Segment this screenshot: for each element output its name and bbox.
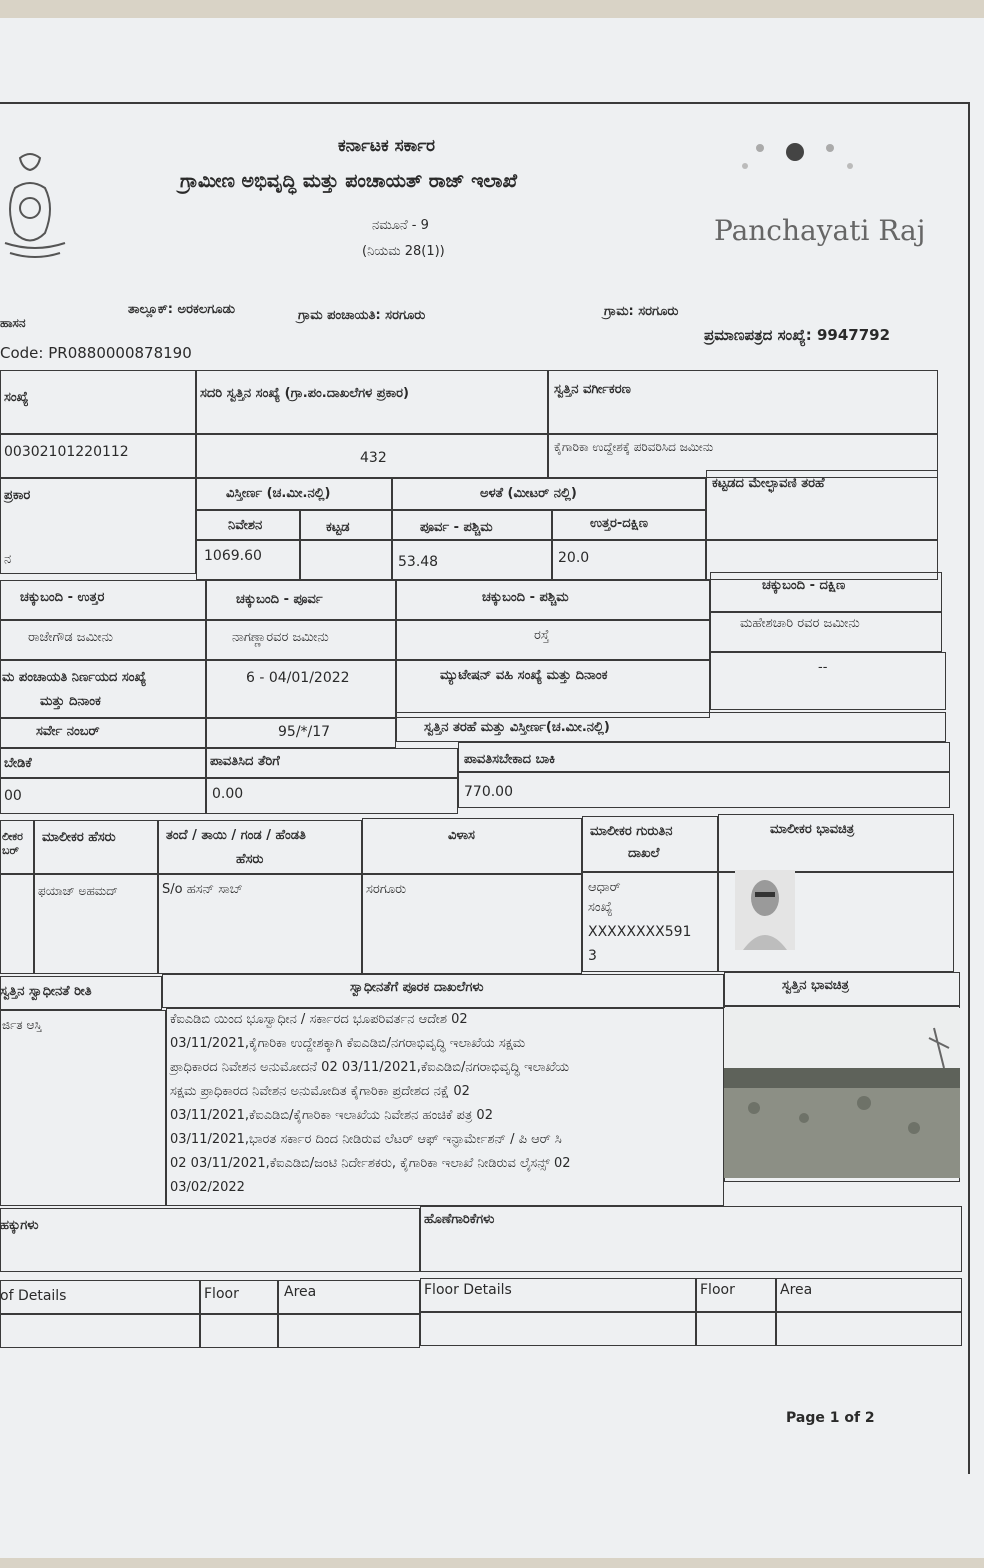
north-header: ಚಕ್ಕುಬಂದಿ - ಉತ್ತರ	[20, 590, 105, 605]
floor-details-label-2: Floor Details	[424, 1282, 512, 1298]
owner-address: ಸರಗೂರು	[366, 882, 407, 897]
logo-text: Panchayati Raj	[714, 214, 926, 247]
east-header: ಚಕ್ಕುಬಂದಿ - ಪೂರ್ವ	[236, 592, 323, 607]
cell-floor-1-value	[200, 1314, 278, 1348]
ew-header: ಪೂರ್ವ - ಪಶ್ಚಿಮ	[420, 520, 493, 535]
property-no-header: ಸದರಿ ಸ್ವತ್ತಿನ ಸಂಖ್ಯೆ (ಗ್ರಾ.ಪಂ.ದಾಖಲೆಗಳ ಪ್ರಕಾರ)	[200, 386, 409, 401]
demand-header: ಬೇಡಿಕೆ	[4, 756, 32, 771]
cell-decision-value	[206, 660, 396, 718]
roof-header: ಕಟ್ಟಡದ ಮೇಲ್ಛಾವಣಿ ತರಹೆ	[712, 476, 825, 491]
cell-building-value	[300, 540, 392, 580]
floor-label-2: Floor	[700, 1282, 735, 1298]
building-header: ಕಟ್ಟಡ	[326, 520, 350, 535]
decision-value: 6 - 04/01/2022	[246, 670, 350, 686]
docs-line-2: 03/11/2021,ಕೈಗಾರಿಕಾ ಉದ್ದೇಶಕ್ಕಾಗಿ ಕೆಐಎಡಿಬಿ/ನಗರಾಭಿವೃದ್ಧಿ ಇಲಾಖೆಯ ಸಕ್ಷಮ	[170, 1036, 526, 1051]
docs-line-3: ಪ್ರಾಧಿಕಾರದ ನಿವೇಶನ ಅನುಮೋದನೆ 02 03/11/2021,ಕೆಐಎಡಿಬಿ/ನಗರಾಭಿವೃದ್ಧಿ ಇಲಾಖೆಯ	[170, 1060, 570, 1075]
site-area-value: 1069.60	[204, 548, 262, 564]
document-sheet	[0, 18, 984, 1558]
id-number: XXXXXXXX591	[588, 924, 692, 940]
property-code: Code: PR0880000878190	[0, 344, 192, 362]
east-value: ನಾಗಣ್ಣಾರವರ ಜಮೀನು	[232, 630, 329, 645]
owner-name-header: ಮಾಲೀಕರ ಹೆಸರು	[42, 830, 116, 845]
cell-owner-name-header	[34, 820, 158, 874]
gp-label: ಗ್ರಾಮ ಪಂಚಾಯತಿ: ಸರಗೂರು	[298, 308, 426, 323]
site-header: ನಿವೇಶನ	[228, 518, 263, 533]
form-number: ನಮೂನೆ - 9	[372, 218, 429, 233]
paid-value: 0.00	[212, 786, 244, 802]
cell-area-2-value	[776, 1312, 962, 1346]
cell-decision-label	[0, 660, 206, 718]
paid-header: ಪಾವತಿಸಿದ ತೆರಿಗೆ	[210, 754, 280, 769]
type-header: ಪ್ರಕಾರ	[4, 488, 31, 503]
owner-photo-icon	[735, 870, 795, 950]
south-header: ಚಕ್ಕುಬಂದಿ - ದಕ್ಷಿಣ	[762, 578, 846, 593]
mode-value: ರ್ಜಿತ ಆಸ್ತಿ	[2, 1018, 42, 1032]
cell-property-no-header	[196, 370, 548, 434]
docs-line-7: 02 03/11/2021,ಕೆಐಎಡಿಬಿ/ಜಂಟಿ ನಿರ್ದೇಶಕರು, ಕೈಗಾರಿಕಾ ಇಲಾಖೆ ನೀಡಿರುವ ಲೈಸನ್ಸ್ 02	[170, 1156, 571, 1171]
mutation-label: ಮ್ಯುಟೇಷನ್ ವಹಿ ಸಂಖ್ಯೆ ಮತ್ತು ದಿನಾಂಕ	[440, 668, 608, 683]
survey-value: 95/*/17	[278, 724, 331, 740]
docs-line-4: ಸಕ್ಷಮ ಪ್ರಾಧಿಕಾರದ ನಿವೇಶನ ಅನುಮೋದಿತ ಕೈಗಾರಿಕಾ ಪ್ರದೇಶದ ನಕ್ಷೆ 02	[170, 1084, 470, 1099]
property-no-value: 432	[360, 450, 387, 466]
type-value: ನ	[4, 552, 12, 567]
floor-label-1: Floor	[204, 1286, 239, 1302]
decision-label: ಮ ಪಂಚಾಯತಿ ನಿರ್ಣಯದ ಸಂಖ್ಯೆ	[2, 670, 147, 685]
ns-value: 20.0	[558, 550, 590, 566]
mode-header: ಸ್ವತ್ತಿನ ಸ್ವಾಧೀನತೆ ರೀತಿ	[0, 984, 92, 999]
photo-header: ಮಾಲೀಕರ ಭಾವಚಿತ್ರ	[770, 822, 855, 837]
cell-owner-no	[0, 874, 34, 974]
docs-header: ಸ್ವಾಧೀನತೆಗೆ ಪೂರಕ ದಾಖಲೆಗಳು	[350, 980, 484, 995]
taluk-label: ತಾಲ್ಲೂಕ್: ಅರಕಲಗೂಡು	[128, 302, 235, 317]
cell-mode-value	[0, 1010, 166, 1206]
district-label: ಹಾಸನ	[0, 316, 26, 330]
cell-survey-label	[0, 718, 206, 748]
west-header: ಚಕ್ಕುಬಂದಿ - ಪಶ್ಚಿಮ	[482, 590, 569, 605]
owner-no-header: ಲೀಕರ ಬರ್	[2, 830, 23, 857]
id-type: ಆಧಾರ್	[588, 880, 621, 895]
cell-floor-details-2-value	[420, 1312, 696, 1346]
area-label-2: Area	[780, 1282, 813, 1298]
decision-label-2: ಮತ್ತು ದಿನಾಂಕ	[40, 694, 101, 709]
cell-liabilities	[420, 1206, 962, 1272]
liabilities-header: ಹೊಣೆಗಾರಿಕೆಗಳು	[424, 1212, 495, 1227]
cell-class-header	[548, 370, 938, 434]
rule-number: (ನಿಯಮ 28(1))	[362, 244, 445, 259]
balance-value: 770.00	[464, 784, 513, 800]
north-value: ರಾಜೇಗೌಡ ಜಮೀನು	[28, 630, 114, 645]
karnataka-emblem-icon	[0, 148, 70, 278]
west-value: ರಸ್ತೆ	[534, 628, 550, 643]
gov-title: ಕರ್ನಾಟಕ ಸರ್ಕಾರ	[338, 136, 436, 156]
docs-line-8: 03/02/2022	[170, 1180, 245, 1195]
id-header-2: ದಾಖಲೆ	[628, 846, 660, 861]
certificate-number: ಪ್ರಮಾಣಪತ್ರದ ಸಂಖ್ಯೆ: 9947792	[704, 326, 891, 344]
cell-rights	[0, 1208, 420, 1272]
no-header: ಸಂಖ್ಯೆ	[4, 390, 29, 405]
cell-floor-details-1-value	[0, 1314, 200, 1348]
cell-demand-value	[0, 778, 206, 814]
cell-paid-value	[206, 778, 458, 814]
ew-value: 53.48	[398, 554, 439, 570]
cell-mutation-value	[710, 652, 946, 710]
floor-details-label-1: of Details	[0, 1288, 67, 1304]
land-photo-icon	[724, 1008, 960, 1178]
id-number-tail: 3	[588, 948, 597, 964]
type-area-label: ಸ್ವತ್ತಿನ ತರಹೆ ಮತ್ತು ವಿಸ್ತೀರ್ಣ(ಚ.ಮೀ.ನಲ್ಲಿ)	[424, 720, 610, 735]
cell-balance-value	[458, 772, 950, 808]
logo-dots-icon	[700, 136, 900, 206]
cell-floor-2-value	[696, 1312, 776, 1346]
village-label: ಗ್ರಾಮ: ಸರಗೂರು	[604, 304, 679, 319]
docs-line-1: ಕೆಐಎಡಿಬಿ ಯಿಂದ ಭೂಸ್ವಾಧೀನ / ಸರ್ಕಾರದ ಭೂಪರಿವರ್ತನ ಆದೇಶ 02	[170, 1012, 468, 1027]
panchayati-raj-logo	[700, 136, 926, 256]
docs-line-6: 03/11/2021,ಭಾರತ ಸರ್ಕಾರ ದಿಂದ ನೀಡಿರುವ ಲೆಟರ್ ಆಫ್ ಇನ್ಫಾರ್ಮೇಶನ್ / ಪಿ ಆರ್ ಸಿ	[170, 1132, 562, 1147]
page-number: Page 1 of 2	[786, 1410, 875, 1426]
relation-header: ತಂದೆ / ತಾಯಿ / ಗಂಡ / ಹೆಂಡತಿ	[166, 828, 306, 843]
classification-header: ಸ್ವತ್ತಿನ ವರ್ಗೀಕರಣ	[554, 382, 631, 397]
survey-label: ಸರ್ವೇ ನಂಬರ್	[36, 724, 100, 739]
owner-name: ಫಯಾಜ್ ಅಹಮದ್	[38, 884, 118, 898]
owner-relation: S/o ಹಸನ್ ಸಾಬ್	[162, 882, 243, 897]
no-value: 00302101220112	[4, 444, 129, 460]
cell-address-header	[362, 818, 582, 874]
demand-value: 00	[4, 788, 22, 804]
id-number-label: ಸಂಖ್ಯೆ	[588, 900, 613, 915]
land-photo-header: ಸ್ವತ್ತಿನ ಭಾವಚಿತ್ರ	[782, 978, 849, 993]
id-header: ಮಾಲೀಕರ ಗುರುತಿನ	[590, 824, 673, 839]
cell-area-1-value	[278, 1314, 420, 1348]
balance-header: ಪಾವತಿಸಬೇಕಾದ ಬಾಕಿ	[464, 752, 556, 767]
south-value: ಮಹೇಶಚಾರಿ ರವರ ಜಮೀನು	[740, 616, 860, 631]
dims-header: ಅಳತೆ (ಮೀಟರ್ ನಲ್ಲಿ)	[480, 486, 577, 501]
area-header: ವಿಸ್ತೀರ್ಣ (ಚ.ಮೀ.ನಲ್ಲಿ)	[226, 486, 331, 501]
mutation-value: --	[818, 660, 828, 675]
ns-header: ಉತ್ತರ-ದಕ್ಷಿಣ	[590, 516, 649, 531]
rights-header: ಹಕ್ಕುಗಳು	[0, 1218, 39, 1233]
area-label-1: Area	[284, 1284, 317, 1300]
docs-line-5: 03/11/2021,ಕೆಐಎಡಿಬಿ/ಕೈಗಾರಿಕಾ ಇಲಾಖೆಯ ನಿವೇಶನ ಹಂಚಿಕೆ ಪತ್ರ 02	[170, 1108, 493, 1123]
address-header: ವಿಳಾಸ	[448, 828, 475, 843]
relation-header-2: ಹೆಸರು	[236, 852, 264, 867]
cell-west-value	[396, 620, 710, 660]
cell-no-header	[0, 370, 196, 434]
dept-title: ಗ್ರಾಮೀಣ ಅಭಿವೃದ್ಧಿ ಮತ್ತು ಪಂಚಾಯತ್ ರಾಜ್ ಇಲಾಖೆ	[180, 170, 518, 192]
classification-value: ಕೈಗಾರಿಕಾ ಉದ್ದೇಶಕ್ಕೆ ಪರಿವರಿಸಿದ ಜಮೀನು	[554, 440, 714, 454]
